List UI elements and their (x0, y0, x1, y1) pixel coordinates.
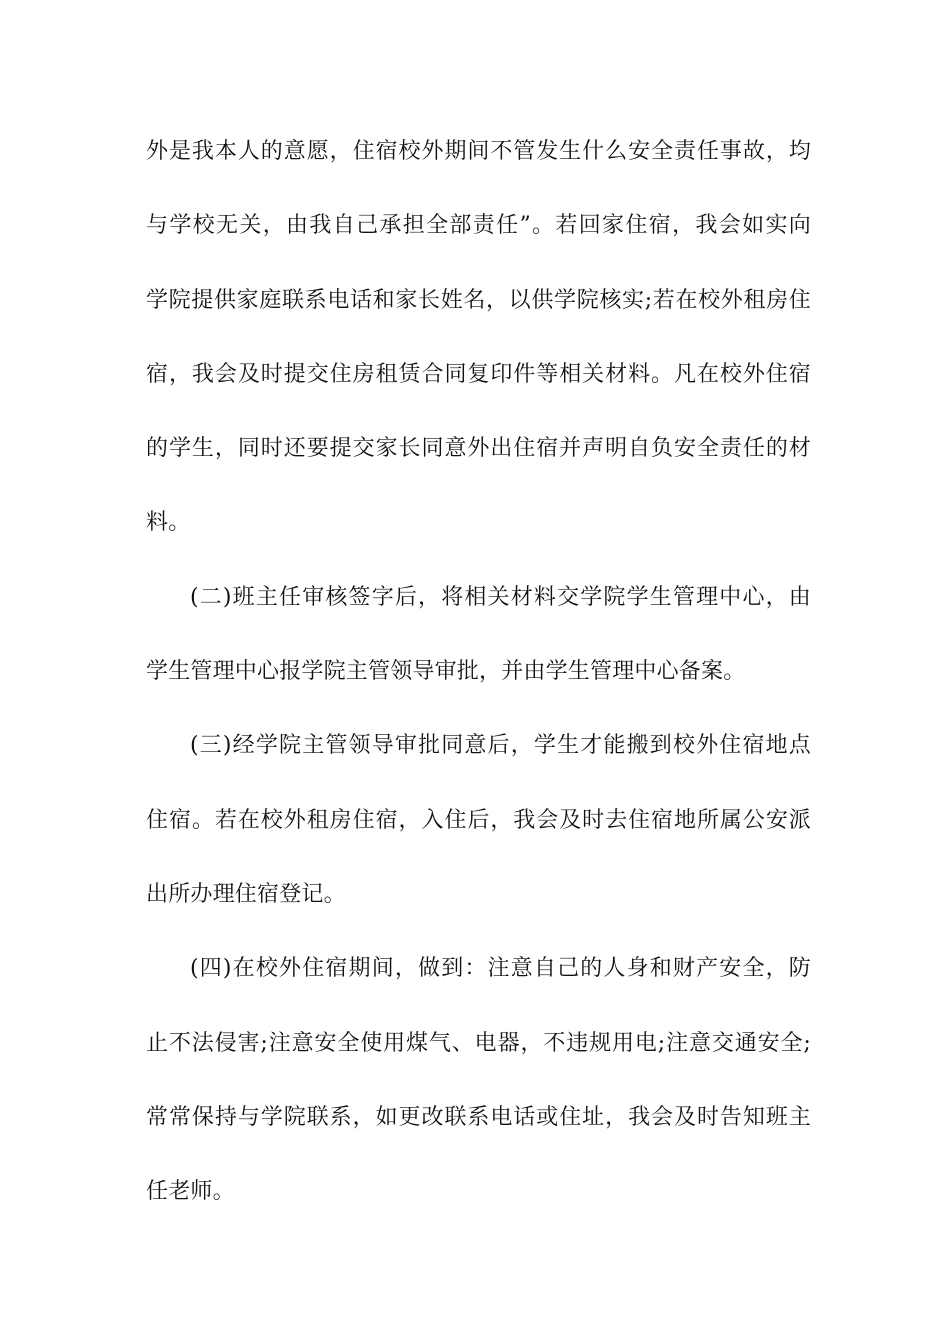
text-line-9: (三)经学院主管领导审批同意后，学生才能搬到校外住宿地点 (190, 733, 811, 759)
text-line-10: 住宿。若在校外租房住宿，入住后，我会及时去住宿地所属公安派 (146, 807, 811, 833)
text-line-15: 任老师。 (146, 1179, 235, 1205)
text-line-13: 止不法侵害;注意安全使用煤气、电器，不违规用电;注意交通安全; (146, 1030, 811, 1056)
text-line-7: (二)班主任审核签字后，将相关材料交学院学生管理中心，由 (190, 584, 811, 610)
text-line-8: 学生管理中心报学院主管领导审批，并由学生管理中心备案。 (146, 659, 746, 685)
text-line-11: 出所办理住宿登记。 (146, 881, 346, 907)
document-body (146, 132, 811, 1246)
text-line-3: 学院提供家庭联系电话和家长姓名，以供学院核实;若在校外租房住 (146, 287, 811, 313)
text-line-1: 外是我本人的意愿，住宿校外期间不管发生什么安全责任事故，均 (146, 139, 811, 164)
text-line-6: 料。 (146, 510, 191, 536)
text-line-4: 宿，我会及时提交住房租赁合同复印件等相关材料。凡在校外住宿 (146, 361, 811, 387)
text-line-5: 的学生，同时还要提交家长同意外出住宿并声明自负安全责任的材 (146, 436, 811, 462)
text-line-12: (四)在校外住宿期间，做到：注意自己的人身和财产安全，防 (190, 956, 811, 982)
text-line-14: 常常保持与学院联系，如更改联系电话或住址，我会及时告知班主 (146, 1104, 811, 1130)
text-line-2: 与学校无关，由我自己承担全部责任”。若回家住宿，我会如实向 (146, 213, 811, 239)
